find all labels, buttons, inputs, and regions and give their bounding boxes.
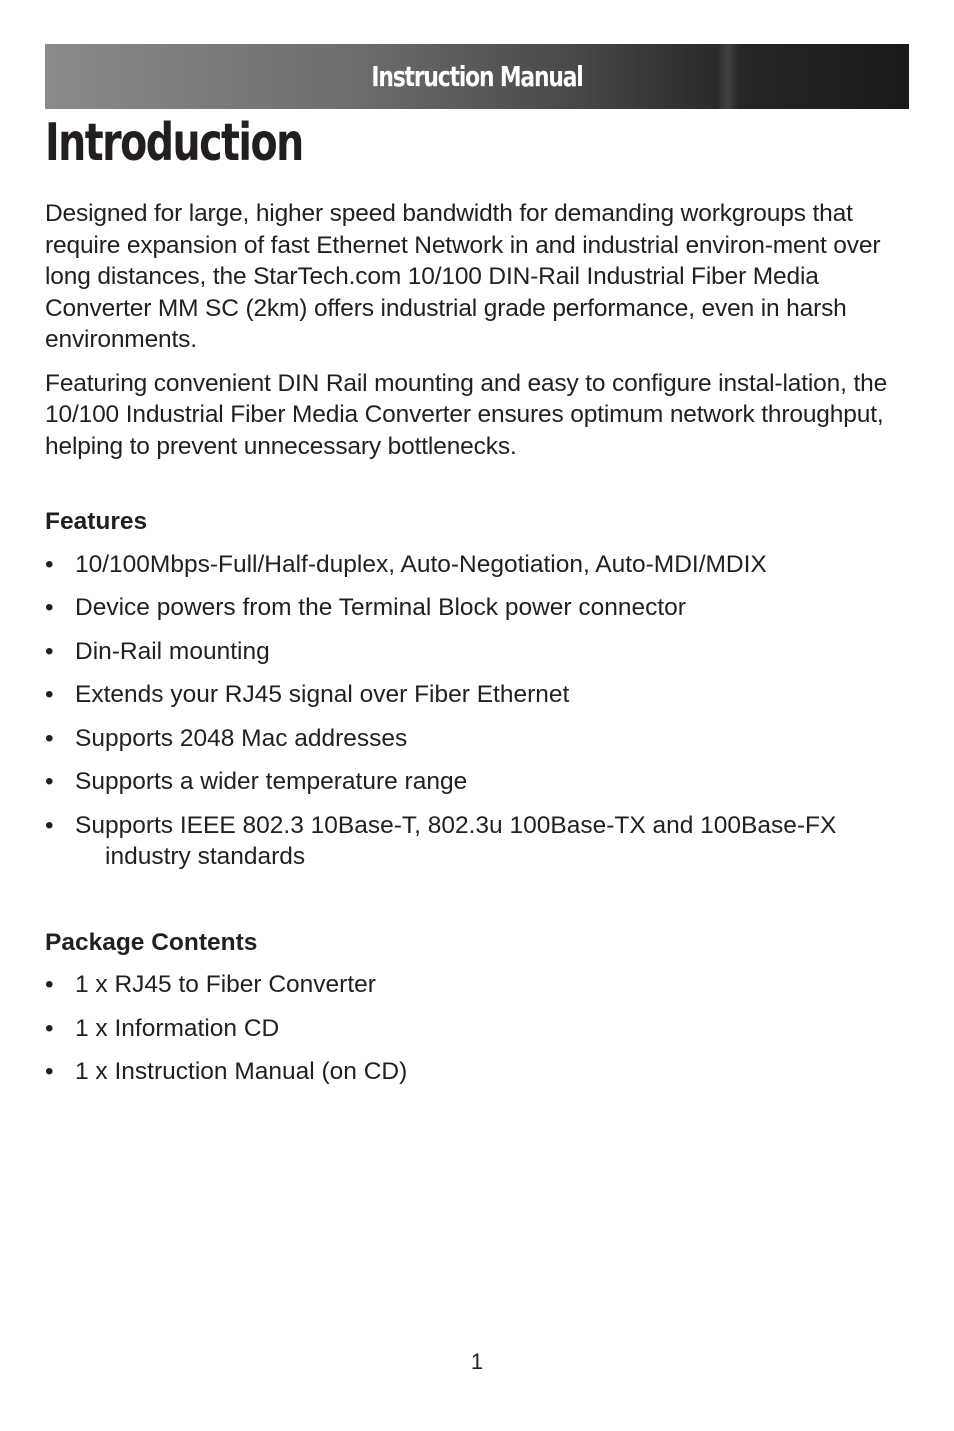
features-list <box>45 549 909 873</box>
list-item <box>45 549 909 581</box>
bullet-icon: • <box>45 1058 54 1085</box>
bullet-icon: • <box>45 811 54 839</box>
list-item <box>45 636 909 668</box>
bullet-icon: • <box>45 768 54 795</box>
feature-text: Supports 2048 Mac addresses <box>75 724 408 752</box>
package-item-text: 1 x RJ45 to Fiber Converter <box>75 971 376 998</box>
feature-text-continuation: industry standards <box>105 843 306 870</box>
header-title: Instruction Manual <box>371 60 583 93</box>
package-contents-heading: Package Contents <box>45 928 258 956</box>
bullet-icon: • <box>45 550 54 578</box>
bullet-icon: • <box>45 637 54 665</box>
list-item <box>45 679 909 711</box>
feature-text: Device powers from the Terminal Block power connector <box>75 594 686 621</box>
main-content <box>45 198 909 1100</box>
feature-text: Extends your RJ45 signal over Fiber Ethernet <box>75 681 570 708</box>
list-item <box>45 1056 909 1088</box>
list-item <box>45 766 909 798</box>
package-item-text: 1 x Information CD <box>75 1014 280 1042</box>
page-title: Introduction <box>45 113 303 173</box>
page-number: 1 <box>470 1349 484 1374</box>
list-item <box>45 723 909 755</box>
list-item <box>45 592 909 624</box>
list-item <box>45 1013 909 1045</box>
list-item <box>45 810 909 873</box>
features-heading: Features <box>45 508 148 535</box>
intro-paragraph-1: Designed for large, higher speed bandwidth for demanding workgroups that require expansion of fast Ethernet Network in and industrial environ-ment over long distances, the StarTech.com 10/100 DIN-Rail Industrial Fiber Media Converter MM SC (2km) offers industrial grade performance, even in harsh environments. <box>45 200 881 353</box>
header-banner <box>45 44 909 109</box>
feature-text: 10/100Mbps-Full/Half-duplex, Auto-Negotiation, Auto-MDI/MDIX <box>75 550 767 578</box>
feature-text: Supports IEEE 802.3 10Base-T, 802.3u 100Base-TX and 100Base-FX <box>75 811 837 839</box>
list-item <box>45 969 909 1001</box>
bullet-icon: • <box>45 594 54 621</box>
package-contents-list <box>45 969 909 1088</box>
bullet-icon: • <box>45 681 54 708</box>
feature-text: Din-Rail mounting <box>75 637 270 665</box>
bullet-icon: • <box>45 971 54 998</box>
package-item-text: 1 x Instruction Manual (on CD) <box>75 1058 408 1085</box>
intro-paragraph-2: Featuring convenient DIN Rail mounting and easy to configure instal-lation, the 10/100 Industrial Fiber Media Converter ensures optimum network throughput, helping to prevent unnecessary bottlenecks. <box>45 369 888 460</box>
bullet-icon: • <box>45 1014 54 1042</box>
bullet-icon: • <box>45 724 54 752</box>
feature-text: Supports a wider temperature range <box>75 768 468 795</box>
